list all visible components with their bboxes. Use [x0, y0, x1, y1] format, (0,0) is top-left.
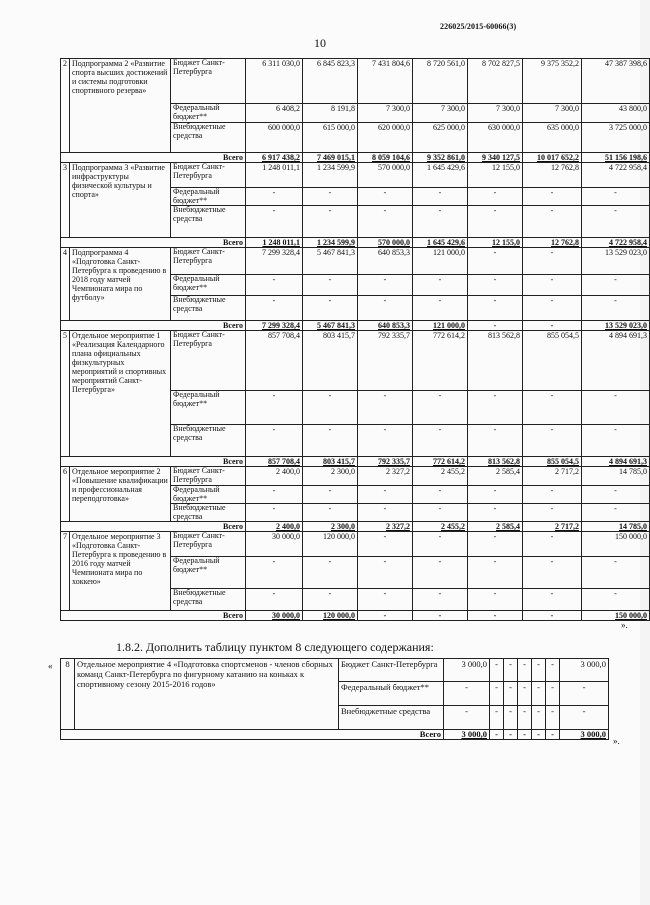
amount-cell: - — [468, 248, 523, 275]
total-amount-cell: 13 529 023,0 — [582, 321, 650, 331]
total-amount-cell: 1 234 599,9 — [303, 238, 358, 248]
amount-cell: - — [523, 188, 582, 206]
amount-cell: - — [523, 504, 582, 522]
amount-cell: 600 000,0 — [246, 123, 303, 153]
total-amount-cell: - — [413, 611, 468, 621]
amount-cell: - — [468, 391, 523, 425]
program-name: Подпрограмма 3 «Развитие инфраструктуры физической культуры и спорта» — [70, 163, 171, 238]
amount-cell: - — [413, 504, 468, 522]
amount-cell: 2 717,2 — [523, 467, 582, 486]
total-amount-cell: 2 717,2 — [523, 522, 582, 532]
amount-cell: - — [303, 486, 358, 504]
funding-source-budget: Бюджет Санкт-Петербурга — [171, 59, 246, 104]
total-amount-cell: 150 000,0 — [582, 611, 650, 621]
amount-cell: - — [582, 557, 650, 589]
amount-cell: - — [303, 275, 358, 296]
total-amount-cell: 1 645 429,6 — [413, 238, 468, 248]
funding-source-federal: Федеральный бюджет** — [171, 391, 246, 425]
amount-cell: - — [303, 589, 358, 611]
total-amount-cell: 120 000,0 — [303, 611, 358, 621]
funding-table-item-8 — [60, 658, 609, 740]
amount-cell: - — [358, 504, 413, 522]
row-number: 7 — [61, 532, 70, 611]
funding-source-extra: Внебюджетные средства — [339, 706, 444, 730]
amount-cell: - — [413, 188, 468, 206]
amount-cell: - — [358, 296, 413, 321]
amount-cell: - — [490, 659, 504, 682]
amount-cell: - — [246, 275, 303, 296]
amount-cell: - — [444, 682, 490, 706]
table-row — [61, 467, 650, 486]
total-amount-cell: 3 000,0 — [560, 730, 609, 740]
amount-cell: - — [358, 589, 413, 611]
total-amount-cell: 12 762,8 — [523, 238, 582, 248]
amount-cell: - — [303, 188, 358, 206]
funding-source-budget: Бюджет Санкт-Петербурга — [171, 163, 246, 188]
amount-cell: 43 800,0 — [582, 104, 650, 123]
amount-cell: - — [546, 659, 560, 682]
table-row — [61, 248, 650, 275]
program-name: Подпрограмма 4 «Подготовка Санкт-Петербурга к проведению в 2018 году матчей Чемпионата мира по футболу» — [70, 248, 171, 321]
amount-cell: - — [303, 206, 358, 238]
amount-cell: 7 300,0 — [523, 104, 582, 123]
total-amount-cell: 772 614,2 — [413, 457, 468, 467]
amount-cell: 7 431 804,6 — [358, 59, 413, 104]
amount-cell: - — [582, 504, 650, 522]
amount-cell: - — [532, 682, 546, 706]
amount-cell: 1 645 429,6 — [413, 163, 468, 188]
amount-cell: 8 191,8 — [303, 104, 358, 123]
total-amount-cell: - — [468, 611, 523, 621]
amount-cell: 13 529 023,0 — [582, 248, 650, 275]
amount-cell: 640 853,3 — [358, 248, 413, 275]
amount-cell: - — [523, 589, 582, 611]
amount-cell: - — [358, 532, 413, 557]
total-label: Всего — [61, 611, 246, 621]
funding-source-federal: Федеральный бюджет** — [171, 188, 246, 206]
row-number: 4 — [61, 248, 70, 321]
amount-cell: - — [546, 682, 560, 706]
total-amount-cell: 855 054,5 — [523, 457, 582, 467]
funding-source-extra: Внебюджетные средства — [171, 504, 246, 522]
amount-cell: 615 000,0 — [303, 123, 358, 153]
total-amount-cell: 813 562,8 — [468, 457, 523, 467]
funding-source-federal: Федеральный бюджет** — [171, 104, 246, 123]
amount-cell: - — [413, 206, 468, 238]
amount-cell: 813 562,8 — [468, 331, 523, 391]
amount-cell: - — [468, 275, 523, 296]
amount-cell: 630 000,0 — [468, 123, 523, 153]
amount-cell: - — [413, 275, 468, 296]
total-row — [61, 522, 650, 532]
total-amount-cell: 4 894 691,3 — [582, 457, 650, 467]
total-amount-cell: - — [546, 730, 560, 740]
funding-source-extra: Внебюджетные средства — [171, 123, 246, 153]
amount-cell: 803 415,7 — [303, 331, 358, 391]
total-row — [61, 457, 650, 467]
total-amount-cell: 9 340 127,5 — [468, 153, 523, 163]
total-amount-cell: 30 000,0 — [246, 611, 303, 621]
row-number: 5 — [61, 331, 70, 457]
total-amount-cell: 3 000,0 — [444, 730, 490, 740]
amount-cell: 2 585,4 — [468, 467, 523, 486]
total-amount-cell: - — [532, 730, 546, 740]
amount-cell: 3 000,0 — [560, 659, 609, 682]
amount-cell: - — [546, 706, 560, 730]
total-amount-cell: 570 000,0 — [358, 238, 413, 248]
amount-cell: 2 300,0 — [303, 467, 358, 486]
total-amount-cell: 2 300,0 — [303, 522, 358, 532]
amount-cell: - — [504, 682, 518, 706]
funding-source-budget: Бюджет Санкт-Петербурга — [339, 659, 444, 682]
program-name: Отдельное мероприятие 3 «Подготовка Санкт-Петербурга к проведению в 2016 году матчей Чемпионата мира по хоккею» — [70, 532, 171, 611]
total-label: Всего — [61, 321, 246, 331]
amount-cell: - — [358, 425, 413, 457]
amount-cell: - — [246, 486, 303, 504]
amount-cell: - — [413, 589, 468, 611]
total-amount-cell: 9 352 861,0 — [413, 153, 468, 163]
total-row — [61, 153, 650, 163]
amount-cell: 121 000,0 — [413, 248, 468, 275]
total-amount-cell: 857 708,4 — [246, 457, 303, 467]
total-row — [61, 730, 609, 740]
total-amount-cell: 1 248 011,1 — [246, 238, 303, 248]
amount-cell: - — [468, 532, 523, 557]
total-amount-cell: 7 469 015,1 — [303, 153, 358, 163]
opening-quote: « — [48, 661, 53, 671]
amount-cell: - — [560, 706, 609, 730]
table-row — [61, 532, 650, 557]
total-label: Всего — [61, 457, 246, 467]
amount-cell: - — [582, 486, 650, 504]
amount-cell: - — [523, 486, 582, 504]
amount-cell: - — [358, 275, 413, 296]
total-amount-cell: 12 155,0 — [468, 238, 523, 248]
closing-quote: ». — [621, 620, 628, 630]
amount-cell: - — [246, 504, 303, 522]
funding-table — [60, 58, 650, 621]
document-number: 226025/2015-60066(3) — [440, 22, 517, 31]
amount-cell: - — [504, 659, 518, 682]
amount-cell: - — [523, 206, 582, 238]
total-label: Всего — [61, 522, 246, 532]
row-number: 6 — [61, 467, 70, 522]
amount-cell: 6 408,2 — [246, 104, 303, 123]
amount-cell: - — [523, 275, 582, 296]
page-number: 10 — [314, 36, 326, 50]
table-row — [61, 659, 609, 682]
closing-quote-2: ». — [613, 736, 620, 746]
amount-cell: - — [246, 296, 303, 321]
funding-source-federal: Федеральный бюджет** — [171, 275, 246, 296]
total-label: Всего — [61, 153, 246, 163]
amount-cell: 6 845 823,3 — [303, 59, 358, 104]
amount-cell: 120 000,0 — [303, 532, 358, 557]
table-row — [61, 59, 650, 104]
funding-source-extra: Внебюджетные средства — [171, 425, 246, 457]
amount-cell: - — [523, 532, 582, 557]
amount-cell: 47 387 398,6 — [582, 59, 650, 104]
total-amount-cell: 6 917 438,2 — [246, 153, 303, 163]
amount-cell: - — [560, 682, 609, 706]
total-amount-cell: 2 585,4 — [468, 522, 523, 532]
amount-cell: - — [504, 706, 518, 730]
amount-cell: 12 155,0 — [468, 163, 523, 188]
funding-source-federal: Федеральный бюджет** — [339, 682, 444, 706]
funding-source-extra: Внебюджетные средства — [171, 206, 246, 238]
amount-cell: 625 000,0 — [413, 123, 468, 153]
funding-source-extra: Внебюджетные средства — [171, 589, 246, 611]
amount-cell: 857 708,4 — [246, 331, 303, 391]
amount-cell: - — [468, 188, 523, 206]
total-amount-cell: 7 299 328,4 — [246, 321, 303, 331]
amount-cell: - — [413, 532, 468, 557]
table-row — [61, 163, 650, 188]
section-heading: 1.8.2. Дополнить таблицу пунктом 8 следующего содержания: — [116, 640, 434, 654]
amount-cell: 30 000,0 — [246, 532, 303, 557]
funding-source-budget: Бюджет Санкт-Петербурга — [171, 467, 246, 486]
amount-cell: 3 000,0 — [444, 659, 490, 682]
amount-cell: - — [468, 296, 523, 321]
amount-cell: 2 455,2 — [413, 467, 468, 486]
amount-cell: 4 722 958,4 — [582, 163, 650, 188]
amount-cell: 5 467 841,3 — [303, 248, 358, 275]
total-amount-cell: 121 000,0 — [413, 321, 468, 331]
total-row — [61, 611, 650, 621]
amount-cell: 1 234 599,9 — [303, 163, 358, 188]
amount-cell: 7 300,0 — [358, 104, 413, 123]
amount-cell: - — [523, 248, 582, 275]
amount-cell: 2 327,2 — [358, 467, 413, 486]
amount-cell: - — [582, 188, 650, 206]
total-amount-cell: - — [518, 730, 532, 740]
row-number: 2 — [61, 59, 70, 153]
total-amount-cell: 8 059 104,6 — [358, 153, 413, 163]
amount-cell: - — [468, 589, 523, 611]
amount-cell: 855 054,5 — [523, 331, 582, 391]
funding-source-extra: Внебюджетные средства — [171, 296, 246, 321]
amount-cell: 7 299 328,4 — [246, 248, 303, 275]
amount-cell: - — [490, 706, 504, 730]
amount-cell: - — [303, 425, 358, 457]
amount-cell: 14 785,0 — [582, 467, 650, 486]
row-number: 3 — [61, 163, 70, 238]
total-row — [61, 238, 650, 248]
table-row — [61, 331, 650, 391]
total-amount-cell: - — [523, 321, 582, 331]
amount-cell: - — [468, 486, 523, 504]
amount-cell: - — [358, 188, 413, 206]
total-amount-cell: 640 853,3 — [358, 321, 413, 331]
amount-cell: - — [303, 296, 358, 321]
amount-cell: - — [246, 589, 303, 611]
amount-cell: 635 000,0 — [523, 123, 582, 153]
amount-cell: 7 300,0 — [468, 104, 523, 123]
row-number: 8 — [61, 659, 75, 730]
amount-cell: - — [413, 486, 468, 504]
amount-cell: - — [582, 391, 650, 425]
total-label: Всего — [61, 730, 444, 740]
total-row — [61, 321, 650, 331]
amount-cell: 3 725 000,0 — [582, 123, 650, 153]
amount-cell: - — [523, 391, 582, 425]
amount-cell: - — [468, 425, 523, 457]
amount-cell: - — [523, 296, 582, 321]
total-amount-cell: 10 017 652,2 — [523, 153, 582, 163]
amount-cell: - — [246, 425, 303, 457]
program-name: Подпрограмма 2 «Развитие спорта высших достижений и системы подготовки спортивного резерва» — [70, 59, 171, 153]
amount-cell: - — [246, 391, 303, 425]
total-amount-cell: 5 467 841,3 — [303, 321, 358, 331]
program-name: Отдельное мероприятие 1 «Реализация Календарного плана официальных физкультурных мероприятий и спортивных мероприятий Санкт-Петербурга» — [70, 331, 171, 457]
amount-cell: - — [518, 659, 532, 682]
total-amount-cell: 792 335,7 — [358, 457, 413, 467]
amount-cell: - — [582, 206, 650, 238]
amount-cell: - — [532, 706, 546, 730]
amount-cell: - — [582, 275, 650, 296]
total-amount-cell: - — [504, 730, 518, 740]
amount-cell: - — [582, 425, 650, 457]
amount-cell: - — [523, 425, 582, 457]
amount-cell: 9 375 352,2 — [523, 59, 582, 104]
amount-cell: - — [582, 589, 650, 611]
amount-cell: - — [523, 557, 582, 589]
funding-source-federal: Федеральный бюджет** — [171, 557, 246, 589]
funding-source-budget: Бюджет Санкт-Петербурга — [171, 532, 246, 557]
total-label: Всего — [61, 238, 246, 248]
amount-cell: 772 614,2 — [413, 331, 468, 391]
amount-cell: - — [468, 206, 523, 238]
amount-cell: - — [413, 425, 468, 457]
amount-cell: - — [413, 296, 468, 321]
total-amount-cell: 2 327,2 — [358, 522, 413, 532]
total-amount-cell: 51 156 198,6 — [582, 153, 650, 163]
amount-cell: - — [358, 557, 413, 589]
amount-cell: 12 762,8 — [523, 163, 582, 188]
amount-cell: - — [358, 391, 413, 425]
amount-cell: - — [444, 706, 490, 730]
amount-cell: - — [582, 296, 650, 321]
amount-cell: - — [303, 504, 358, 522]
amount-cell: - — [490, 682, 504, 706]
amount-cell: - — [246, 206, 303, 238]
amount-cell: - — [246, 557, 303, 589]
amount-cell: - — [358, 486, 413, 504]
total-amount-cell: 4 722 958,4 — [582, 238, 650, 248]
amount-cell: - — [413, 557, 468, 589]
program-name: Отдельное мероприятие 2 «Повышение квалификации и профессиональная переподготовка» — [70, 467, 171, 522]
total-amount-cell: - — [490, 730, 504, 740]
amount-cell: - — [358, 206, 413, 238]
amount-cell: - — [413, 391, 468, 425]
total-amount-cell: 803 415,7 — [303, 457, 358, 467]
total-amount-cell: 2 400,0 — [246, 522, 303, 532]
amount-cell: 4 894 691,3 — [582, 331, 650, 391]
amount-cell: - — [532, 659, 546, 682]
total-amount-cell: - — [523, 611, 582, 621]
amount-cell: - — [303, 391, 358, 425]
total-amount-cell: 14 785,0 — [582, 522, 650, 532]
funding-source-budget: Бюджет Санкт-Петербурга — [171, 331, 246, 391]
amount-cell: 2 400,0 — [246, 467, 303, 486]
funding-source-federal: Федеральный бюджет** — [171, 486, 246, 504]
amount-cell: 570 000,0 — [358, 163, 413, 188]
amount-cell: - — [468, 557, 523, 589]
amount-cell: 150 000,0 — [582, 532, 650, 557]
program-name: Отдельное мероприятие 4 «Подготовка спортсменов - членов сборных команд Санкт-Петербурга по фигурному катанию на коньках к спортивному сезону 2015-2016 годов» — [75, 659, 339, 730]
total-amount-cell: 2 455,2 — [413, 522, 468, 532]
amount-cell: 8 702 827,5 — [468, 59, 523, 104]
total-amount-cell: - — [468, 321, 523, 331]
amount-cell: 620 000,0 — [358, 123, 413, 153]
amount-cell: 792 335,7 — [358, 331, 413, 391]
amount-cell: - — [518, 706, 532, 730]
amount-cell: - — [468, 504, 523, 522]
funding-source-budget: Бюджет Санкт-Петербурга — [171, 248, 246, 275]
amount-cell: 8 720 561,0 — [413, 59, 468, 104]
amount-cell: - — [518, 682, 532, 706]
total-amount-cell: - — [358, 611, 413, 621]
amount-cell: 7 300,0 — [413, 104, 468, 123]
amount-cell: 1 248 011,1 — [246, 163, 303, 188]
amount-cell: 6 311 030,0 — [246, 59, 303, 104]
amount-cell: - — [303, 557, 358, 589]
amount-cell: - — [246, 188, 303, 206]
